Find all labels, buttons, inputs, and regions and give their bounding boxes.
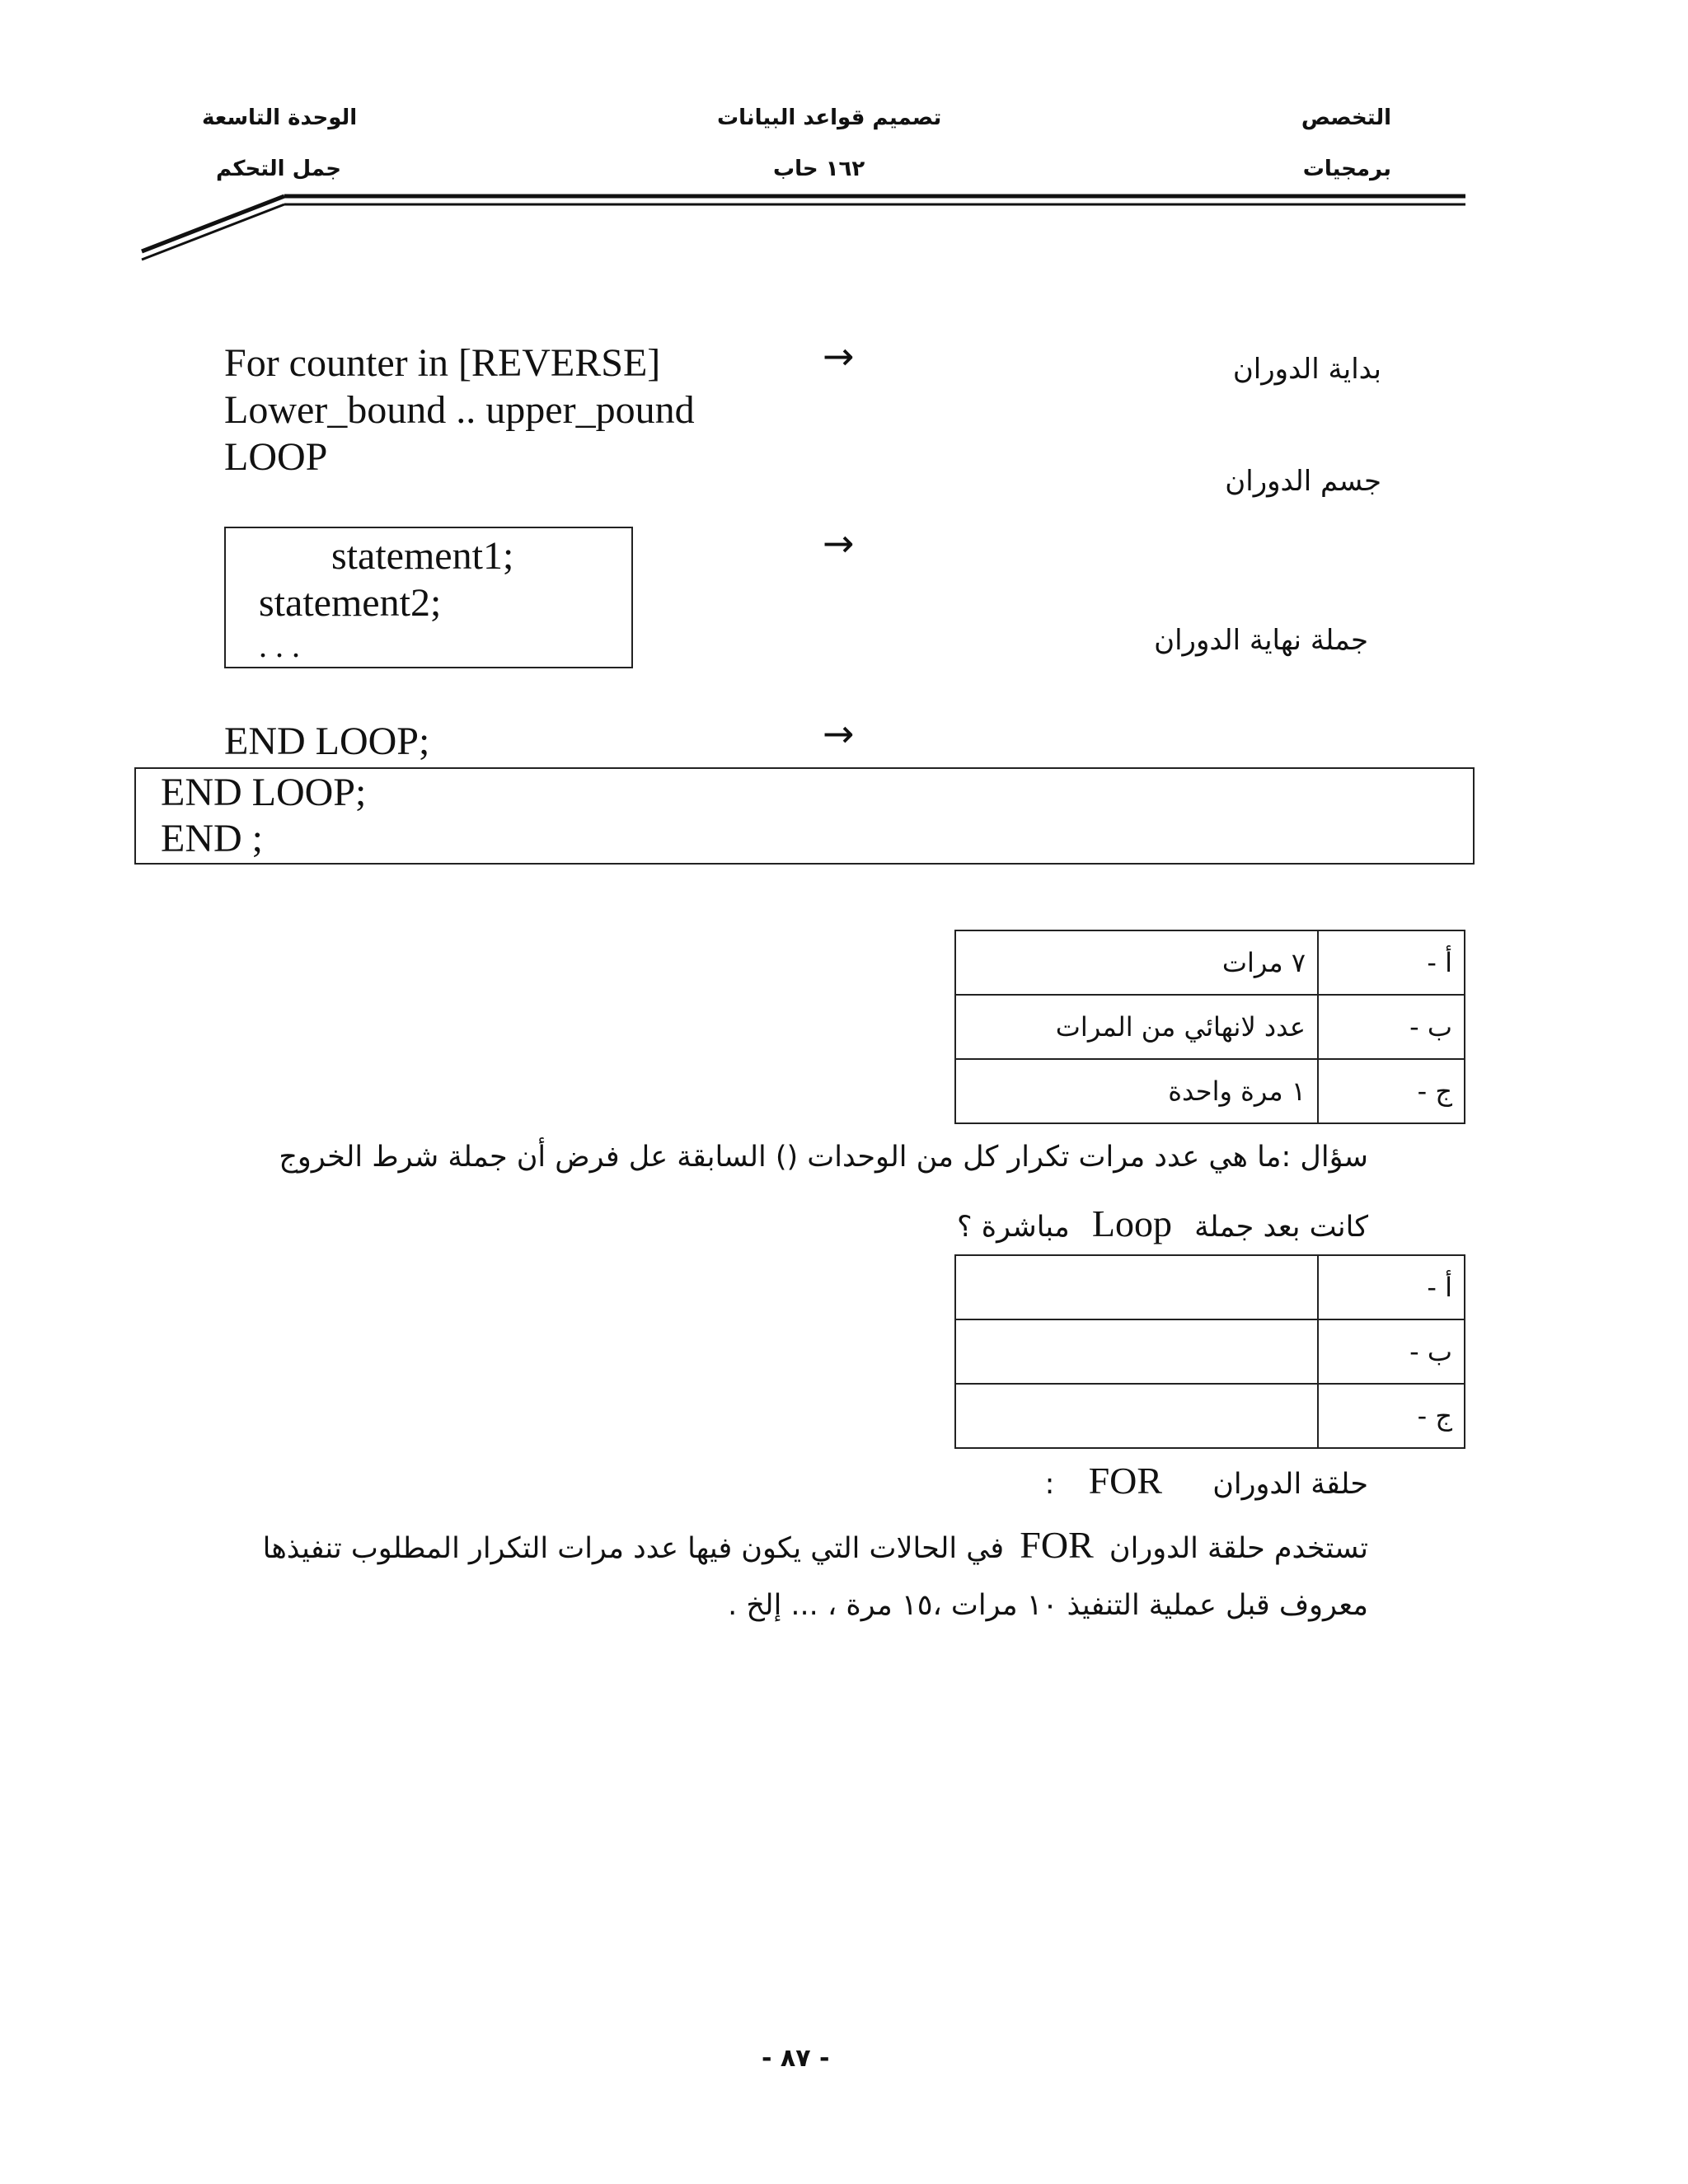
for-para-keyword: FOR [1020, 1524, 1094, 1566]
question-line2 [957, 1202, 1368, 1245]
question-line1: سؤال :ما هي عدد مرات تكرار كل من الوحدات () السابقة عل فرض أن جملة شرط الخروج [279, 1141, 1368, 1174]
table-row [955, 1059, 1465, 1123]
loop-syntax-line1: For counter in [REVERSE] [224, 341, 661, 385]
question-line2-post: مباشرة ؟ [957, 1211, 1070, 1244]
for-para-pre: تستخدم حلقة الدوران [1109, 1532, 1368, 1565]
code-box-line1: END LOOP; [161, 771, 367, 814]
code-box [134, 767, 1475, 865]
table-row [955, 1384, 1465, 1448]
for-heading-text: حلقة الدوران [1212, 1468, 1368, 1501]
table-row [955, 1255, 1465, 1319]
table-row [955, 995, 1465, 1059]
answers-table [954, 930, 1465, 1124]
header-rule [0, 0, 1688, 280]
option-answer: ١ مرة واحدة [955, 1059, 1318, 1123]
arrow-right-icon: → [823, 521, 855, 565]
option-letter: ج - [1318, 1384, 1465, 1448]
option-letter: ج - [1318, 1059, 1465, 1123]
arrow-right-icon: → [823, 334, 855, 378]
loop-syntax-line2: Lower_bound .. upper_pound [224, 388, 695, 432]
option-letter: ب - [1318, 995, 1465, 1059]
arrow-right-icon: → [823, 711, 855, 756]
loop-body-statement1: statement1; [331, 534, 514, 578]
loop-body-statement2: statement2; [259, 581, 442, 625]
answer-blank[interactable] [955, 1384, 1318, 1448]
loop-body-ellipsis: . . . [259, 627, 300, 664]
option-letter: أ - [1318, 930, 1465, 995]
for-heading [1045, 1459, 1368, 1502]
answer-blank[interactable] [955, 1255, 1318, 1319]
header-course-title: تصميم قواعد البيانات [717, 105, 942, 130]
code-box-line2: END ; [161, 817, 263, 860]
for-paragraph-line1 [263, 1523, 1368, 1567]
header-specialty-label: التخصص [1301, 105, 1391, 130]
for-para-post: في الحالات التي يكون فيها عدد مرات التكرار المطلوب تنفيذها [262, 1532, 1005, 1565]
table-row [955, 1319, 1465, 1384]
answer-blank[interactable] [955, 1319, 1318, 1384]
for-heading-keyword: FOR [1088, 1460, 1163, 1502]
loop-body-box [224, 527, 633, 668]
question-line2-pre: كانت بعد جملة [1194, 1211, 1368, 1244]
option-letter: ب - [1318, 1319, 1465, 1384]
label-loop-end: جملة نهاية الدوران [1154, 624, 1368, 657]
option-answer: ٧ مرات [955, 930, 1318, 995]
empty-answers-table [954, 1254, 1465, 1449]
label-loop-start: بداية الدوران [1232, 353, 1381, 386]
label-loop-body: جسم الدوران [1225, 465, 1381, 498]
header-unit-label: الوحدة التاسعة [202, 105, 358, 130]
option-letter: أ - [1318, 1255, 1465, 1319]
header-unit-topic: جمل التحكم [216, 157, 341, 181]
option-answer: عدد لانهائي من المرات [955, 995, 1318, 1059]
for-heading-colon: : [1044, 1468, 1055, 1501]
for-paragraph-line2: معروف قبل عملية التنفيذ ١٠ مرات ،١٥ مرة ، ... إلخ . [728, 1589, 1368, 1622]
table-row [955, 930, 1465, 995]
header-course-code: ١٦٢ حاب [773, 157, 865, 181]
question-keyword-loop: Loop [1091, 1202, 1172, 1244]
loop-syntax-line3: LOOP [224, 435, 328, 479]
page-number: - ٨٧ - [762, 2044, 830, 2073]
loop-end-line: END LOOP; [224, 719, 430, 763]
header-specialty-value: برمجيات [1302, 157, 1391, 181]
